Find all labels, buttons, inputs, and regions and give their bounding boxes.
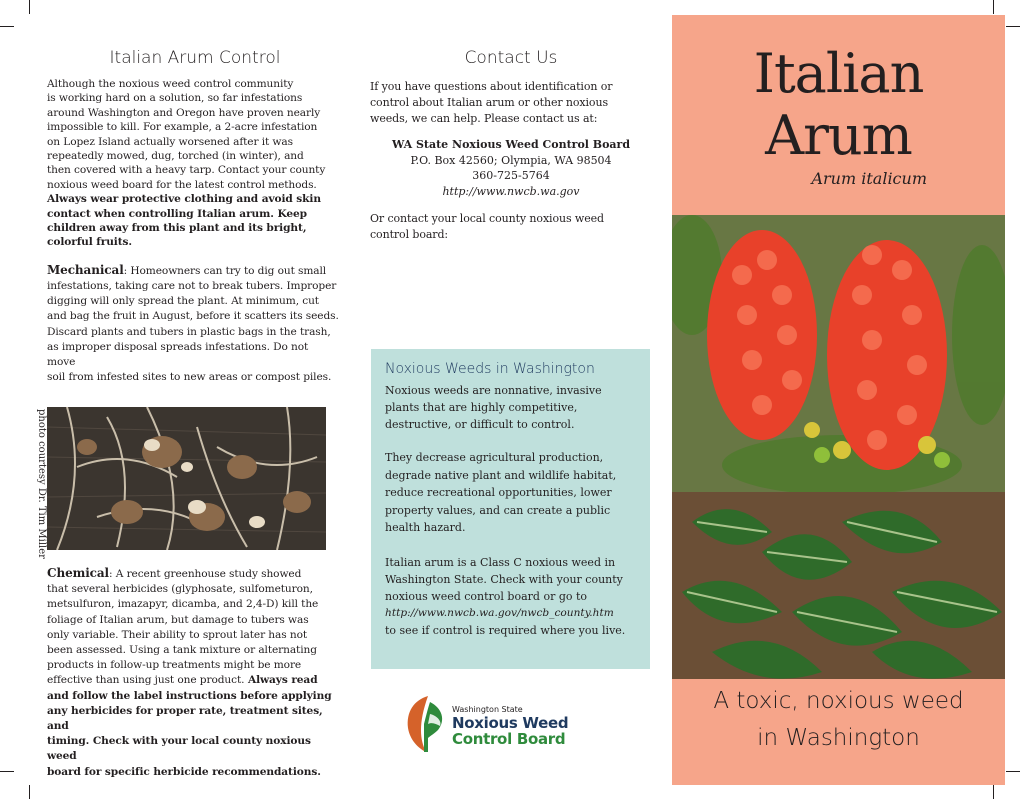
text-line: destructive, or difficult to control. [385,418,575,431]
tagline-line-2: in Washington [757,725,920,751]
county-link[interactable]: http://www.nwcb.wa.gov/nwcb_county.htm [385,606,614,619]
text-line: that several herbicides (glyphosate, sulfometuron, [47,583,313,596]
warning-line: colorful fruits. [47,236,132,249]
cover-tagline [672,683,1005,757]
photo-credit: photo courtesy Dr. Tim Miller [36,409,47,559]
berries-illustration [672,215,1005,492]
text-line: Noxious weeds are nonnative, invasive [385,384,602,397]
text-line: noxious weed control board or go to [385,589,588,603]
text-line: control board: [370,228,449,242]
crop-mark [0,26,14,27]
tagline-line-1: A toxic, noxious weed [713,688,964,714]
text-line: around Washington and Oregon have proven nearly [47,106,321,119]
text-line: impossible to kill. For example, a 2-acre infestation [47,121,318,134]
text-line: weeds, we can help. Please contact us at: [370,112,598,125]
logo-small-text: Washington State [452,705,523,714]
warning-line: board for specific herbicide recommendations. [47,765,321,778]
scientific-name: Arum italicum [811,169,927,188]
warning-inline: Always read [244,674,318,687]
crop-mark [29,0,30,14]
middle-column [370,48,652,243]
leaves-photo [672,492,1005,679]
text-line: control about Italian arum or other noxious [370,96,608,109]
text-line: is working hard on a solution, so far infestations [47,92,303,105]
logo-line-1: Noxious Weed [452,714,569,732]
chemical-label: Chemical [47,566,110,580]
text-line: then covered with a heavy tarp. Contact your county [47,164,326,177]
chemical-paragraph [47,566,339,780]
mechanical-label: Mechanical [47,262,124,277]
text-line: on Lopez Island actually worsened after it was [47,135,293,148]
box-para-2 [385,449,650,537]
crop-mark [993,785,994,799]
warning-line: any herbicides for proper rate, treatment sites, and [47,704,323,733]
text-line: Italian arum is a Class C noxious weed in [385,555,616,569]
cover-panel [672,15,1005,785]
crop-mark [1006,26,1020,27]
text-line: : A recent greenhouse study showed [109,568,302,580]
mechanical-paragraph [47,263,339,386]
text-line: metsulfuron, imazapyr, dicamba, and 2,4-D) kill the [47,598,319,611]
warning-line: timing. Check with your local county noxious weed [47,735,311,763]
text-line: and bag the fruit in August, before it scatters its seeds. [47,310,339,323]
text-line: soil from infested sites to new areas or compost piles. [47,371,332,384]
text-line: degrade native plant and wildlife habitat, [385,468,617,482]
phone: 360-725-5764 [472,169,550,183]
local-board-paragraph [370,211,652,243]
warning-line: Always wear protective clothing and avoid skin [47,193,321,206]
text-line: products in follow-up treatments might be more [47,659,302,672]
address: P.O. Box 42560; Olympia, WA 98504 [410,153,612,167]
text-line: : Homeowners can try to dig out small [123,264,327,277]
text-line: effective than using just one product. [47,674,245,687]
text-line: only variable. Their ability to sprout later has not [47,628,308,641]
text-line: been assessed. Using a tank mixture or alternating [47,644,317,657]
text-line: Although the noxious weed control community [47,78,294,90]
website-link[interactable]: http://www.nwcb.wa.gov [442,184,580,198]
title-line-2: Arum [765,104,912,167]
text-line: foliage of Italian arum, but damage to tubers was [47,613,309,626]
box-para-1 [385,382,650,433]
warning-line: children away from this plant and its bright, [47,222,307,235]
left-column [47,48,339,386]
crop-mark [0,771,14,772]
text-line: digging will only spread the plant. At minimum, cut [47,295,319,308]
nwcb-logo [404,694,604,754]
tubers-photo [47,407,326,550]
crop-mark [993,0,994,14]
crop-mark [29,785,30,799]
box-para-3 [385,554,650,639]
intro-paragraph [47,77,339,250]
berries-photo [672,215,1005,492]
contact-paragraph [370,79,652,127]
text-line: They decrease agricultural production, [385,451,604,464]
text-line: Washington State. Check with your county [385,572,623,586]
box-heading: Noxious Weeds in Washington [385,361,595,377]
text-line: reduce recreational opportunities, lower [385,486,612,500]
noxious-weeds-box [371,349,650,669]
text-line: to see if control is required where you live. [385,623,626,637]
italian-arum-control-heading: Italian Arum Control [109,48,281,68]
tubers-illustration [47,407,326,550]
leaves-illustration [672,492,1005,679]
text-line: If you have questions about identification or [370,80,613,93]
text-line: as improper disposal spreads infestations. Do not move [47,340,309,369]
text-line: health hazard. [385,521,466,535]
text-line: Or contact your local county noxious weed [370,212,604,226]
contact-info [370,137,652,199]
text-line: Discard plants and tubers in plastic bags in the trash, [47,325,331,338]
warning-line: contact when controlling Italian arum. Keep [47,207,307,220]
board-name: WA State Noxious Weed Control Board [391,138,631,151]
text-line: noxious weed board for the latest control methods. [47,178,317,191]
crop-mark [1006,771,1020,772]
warning-line: and follow the label instructions before applying [47,689,332,702]
cover-title [672,43,1005,167]
leaf-logo-icon [404,694,446,754]
logo-line-2: Control Board [452,730,566,748]
contact-us-heading: Contact Us [464,48,558,68]
title-line-1: Italian [753,42,924,105]
text-line: repeatedly mowed, dug, torched (in winter), and [47,150,304,163]
text-line: infestations, taking care not to break tubers. Improper [47,280,337,293]
text-line: property values, and can create a public [385,503,611,517]
text-line: plants that are highly competitive, [385,401,578,414]
